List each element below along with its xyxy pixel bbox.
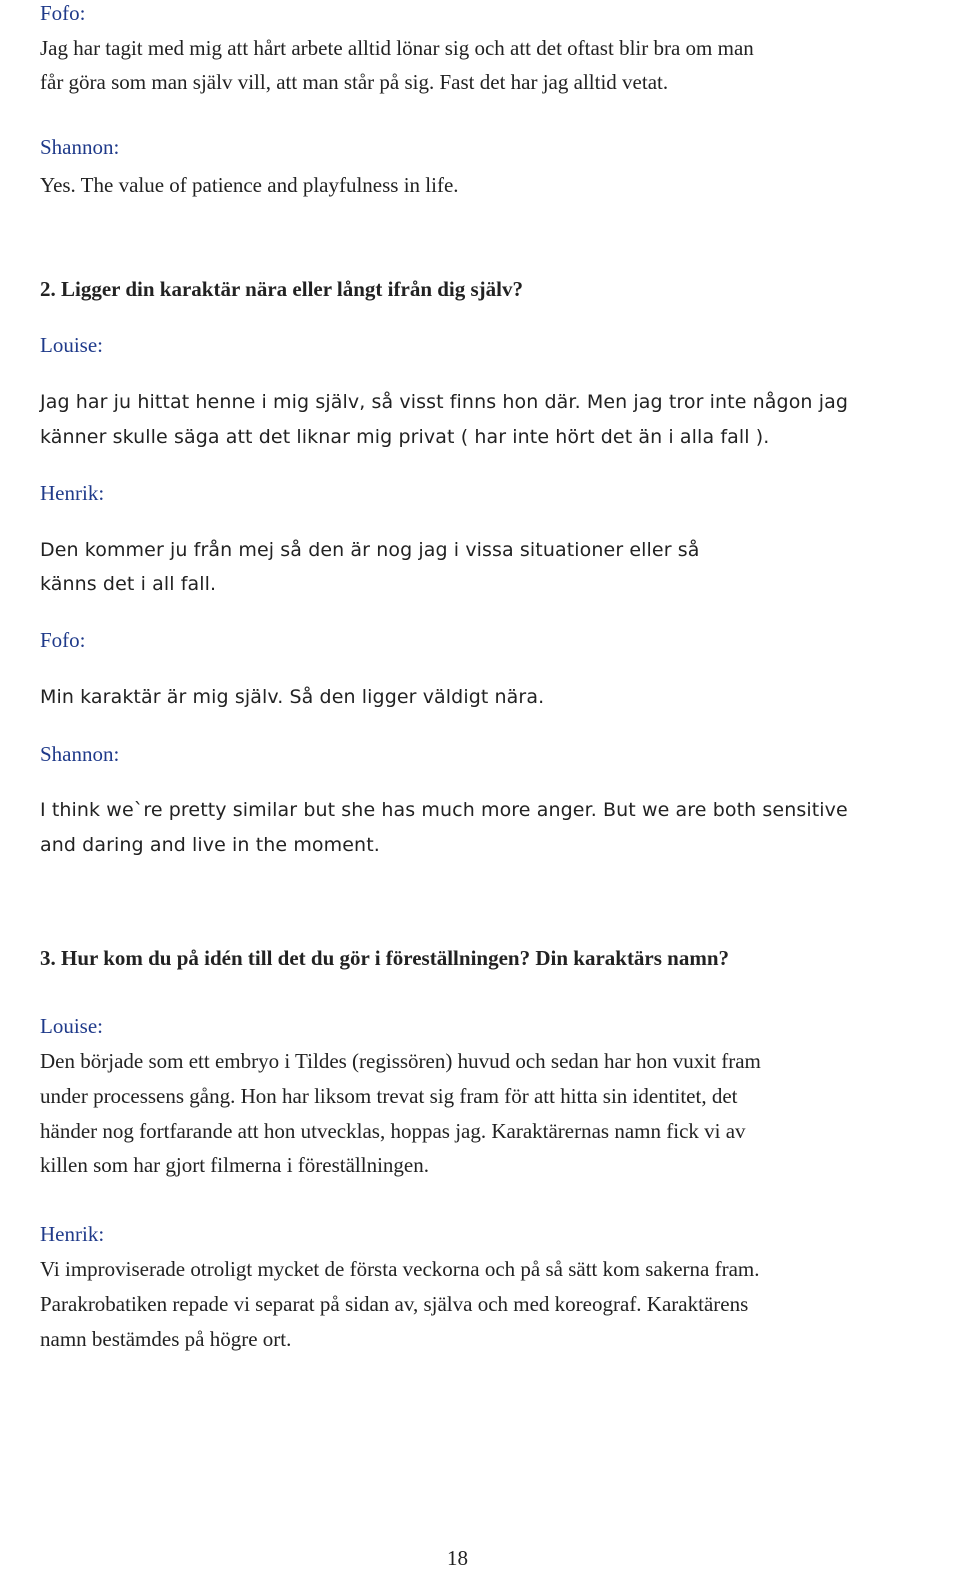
speaker-label: Fofo:: [40, 628, 86, 652]
speaker-label: Louise:: [40, 333, 103, 357]
answer-line: får göra som man själv vill, att man står på sig. Fast det har jag alltid vetat.: [40, 70, 669, 94]
answer-line: Jag har ju hittat henne i mig själv, så visst finns hon där. Men jag tror inte någon jag: [40, 391, 848, 413]
speaker-label: Fofo:: [40, 1, 86, 25]
answer-line: Yes. The value of patience and playfulness in life.: [40, 173, 459, 197]
answer-line: händer nog fortfarande att hon utvecklas, hoppas jag. Karaktärernas namn fick vi av: [40, 1119, 746, 1143]
question-heading: 2. Ligger din karaktär nära eller långt ifrån dig själv?: [40, 277, 524, 301]
answer-line: känns det i all fall.: [40, 573, 217, 595]
answer-line: killen som har gjort filmerna i föreställningen.: [40, 1153, 429, 1177]
answer-line: Den kommer ju från mej så den är nog jag i vissa situationer eller så: [40, 539, 700, 561]
answer-line: Den började som ett embryo i Tildes (regissören) huvud och sedan har hon vuxit fram: [40, 1049, 761, 1073]
answer-line: Parakrobatiken repade vi separat på sidan av, själva och med koreograf. Karaktärens: [40, 1292, 749, 1316]
answer-line: namn bestämdes på högre ort.: [40, 1327, 292, 1351]
page-number: 18: [447, 1546, 468, 1570]
answer-line: I think we`re pretty similar but she has much more anger. But we are both sensitive: [40, 799, 848, 821]
answer-line: Jag har tagit med mig att hårt arbete alltid lönar sig och att det oftast blir bra om man: [40, 36, 754, 60]
answer-line: under processens gång. Hon har liksom trevat sig fram för att hitta sin identitet, det: [40, 1084, 738, 1108]
speaker-label: Shannon:: [40, 135, 120, 159]
answer-line: Min karaktär är mig själv. Så den ligger väldigt nära.: [40, 686, 545, 708]
speaker-label: Henrik:: [40, 1222, 105, 1246]
speaker-label: Shannon:: [40, 742, 120, 766]
speaker-label: Louise:: [40, 1014, 103, 1038]
speaker-label: Henrik:: [40, 481, 105, 505]
question-heading: 3. Hur kom du på idén till det du gör i föreställningen? Din karaktärs namn?: [40, 946, 730, 970]
answer-line: Vi improviserade otroligt mycket de första veckorna och på så sätt kom sakerna fram.: [40, 1257, 760, 1281]
answer-line: and daring and live in the moment.: [40, 834, 380, 856]
answer-line: känner skulle säga att det liknar mig privat ( har inte hört det än i alla fall ).: [40, 426, 770, 448]
